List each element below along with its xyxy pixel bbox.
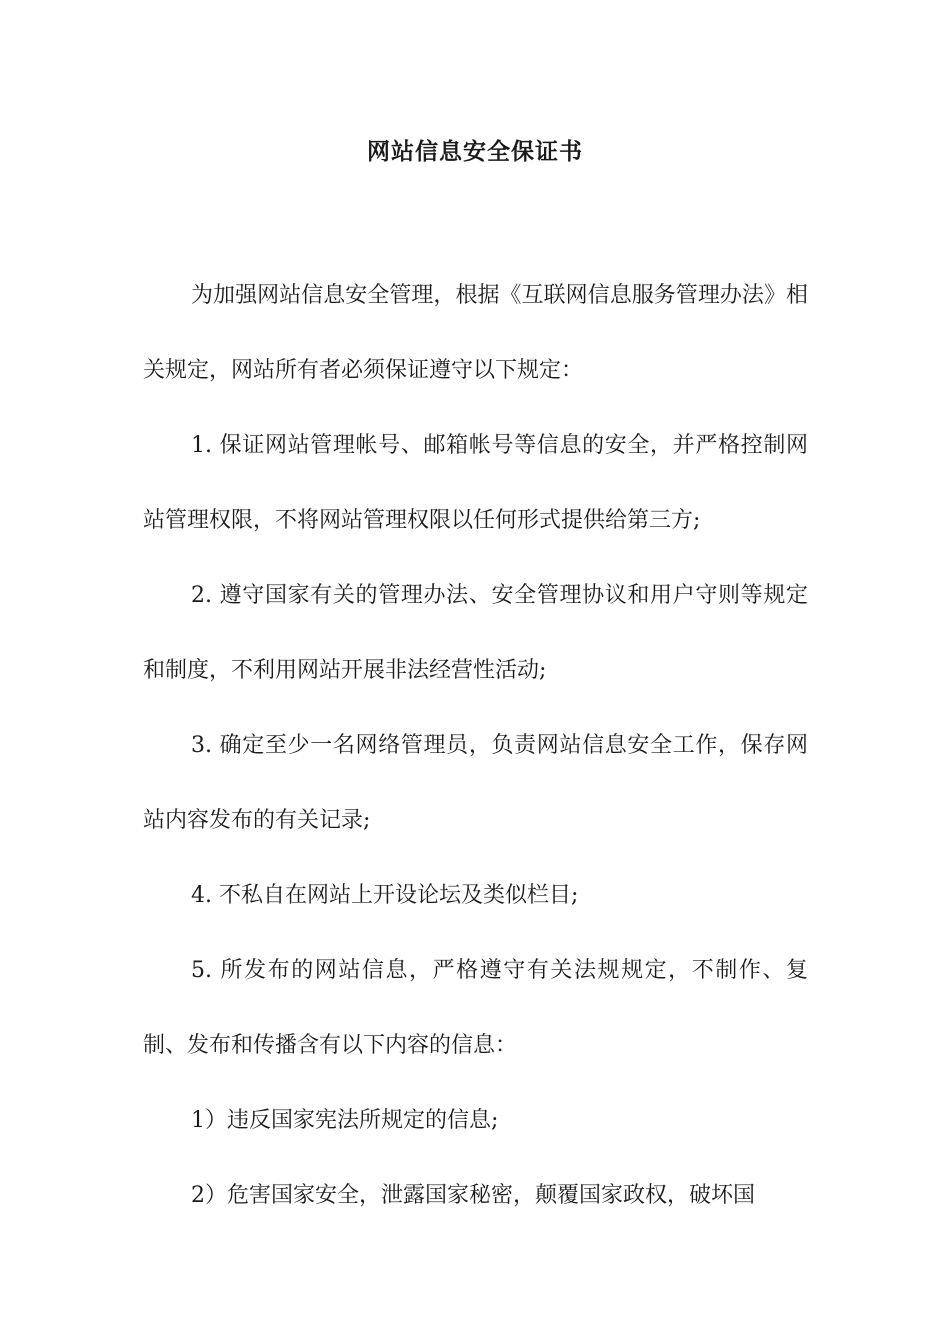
paragraph-subitem-2: 2）危害国家安全，泄露国家秘密，颠覆国家政权，破坏国	[191, 1183, 755, 1208]
paragraph-item-3: 3. 确定至少一名网络管理员，负责网站信息安全工作，保存网站内容发布的有关记录;	[143, 733, 808, 833]
paragraph-item-2: 2. 遵守国家有关的管理办法、安全管理协议和用户守则等规定和制度，不利用网站开展非法经营性活动;	[143, 583, 808, 683]
paragraph-item-4: 4. 不私自在网站上开设论坛及类似栏目;	[191, 883, 579, 908]
document-body	[143, 258, 808, 1233]
paragraph-intro: 为加强网站信息安全管理，根据《互联网信息服务管理办法》相关规定，网站所有者必须保证遵守以下规定：	[143, 283, 808, 383]
paragraph-subitem-1: 1）违反国家宪法所规定的信息;	[191, 1108, 499, 1133]
document-title: 网站信息安全保证书	[367, 138, 583, 165]
paragraph-item-5: 5. 所发布的网站信息，严格遵守有关法规规定，不制作、复制、发布和传播含有以下内容的信息：	[143, 958, 808, 1058]
paragraph-item-1: 1. 保证网站管理帐号、邮箱帐号等信息的安全，并严格控制网站管理权限，不将网站管理权限以任何形式提供给第三方;	[143, 433, 808, 533]
